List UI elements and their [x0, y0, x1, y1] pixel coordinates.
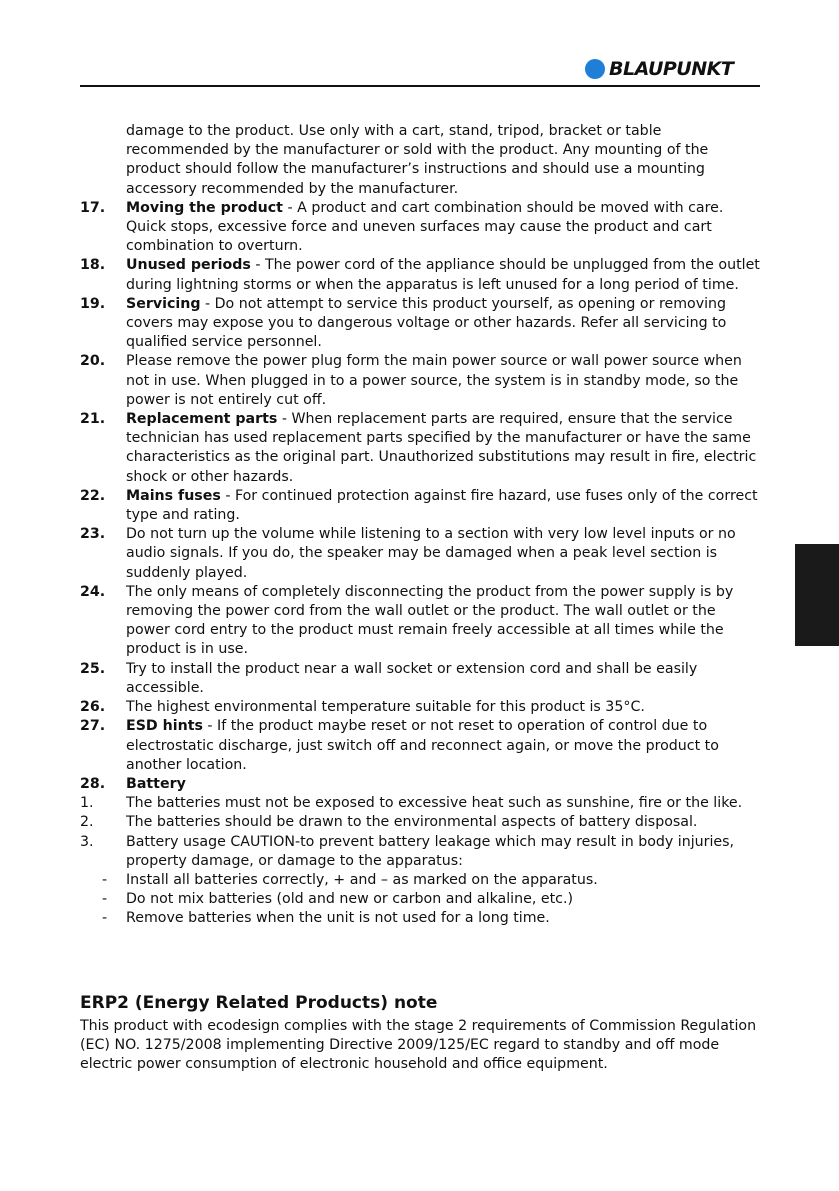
erp-heading: ERP2 (Energy Related Products) note — [80, 993, 438, 1013]
item-text: - If the product maybe reset or not reset to operation of control due to electrostatic discharge, just switch off and reconnect again, or move the product to another location. — [126, 718, 719, 773]
item-text: Please remove the power plug form the main power source or wall power source when not in use. When plugged in to a power source, the system is in standby mode, so the power is not entirely cut off. — [126, 353, 742, 408]
item-number: 28. — [80, 775, 106, 792]
side-language-tab — [795, 544, 839, 646]
bullet-dash: - — [102, 891, 108, 908]
item-number: 23. — [80, 526, 106, 543]
intro-continuation: damage to the product. Use only with a cart, stand, tripod, bracket or table recommended by the manufacturer or sold with the product. Any mounting of the product should follow the manufacturer’s instructions and should use a mounting accessory recommended by the manufacturer. — [126, 123, 709, 197]
item-text: Do not turn up the volume while listening to a section with very low level inputs or no audio signals. If you do, the speaker may be damaged when a peak level section is suddenly played. — [126, 526, 736, 581]
item-number: 27. — [80, 718, 106, 735]
item-text: - For continued protection against fire hazard, use fuses only of the correct type and rating. — [126, 487, 758, 524]
safety-instructions — [80, 122, 760, 929]
brand-logo — [585, 58, 733, 80]
list-item — [80, 256, 760, 294]
bullet-dash: - — [102, 910, 108, 927]
battery-item-text: Battery usage CAUTION-to prevent battery leakage which may result in body injuries, property damage, or damage to the apparatus: — [126, 833, 735, 869]
item-number: 21. — [80, 411, 106, 428]
list-item — [80, 717, 760, 775]
list-item — [80, 295, 760, 353]
list-item — [80, 352, 760, 410]
item-title: Unused periods — [126, 257, 251, 274]
list-item — [80, 525, 760, 583]
bullet-text: Install all batteries correctly, + and – as marked on the apparatus. — [126, 871, 598, 888]
item-number: 19. — [80, 295, 106, 312]
list-item — [80, 199, 760, 257]
item-title: Moving the product — [126, 199, 283, 216]
battery-item-text: The batteries should be drawn to the environmental aspects of battery disposal. — [126, 814, 698, 831]
item-text: Try to install the product near a wall socket or extension cord and shall be easily accessible. — [126, 660, 698, 696]
item-number: 22. — [80, 487, 106, 504]
item-text: The highest environmental temperature suitable for this product is 35°C. — [126, 699, 645, 716]
item-number: 17. — [80, 199, 106, 216]
battery-item-number: 2. — [80, 814, 94, 831]
battery-item-number: 3. — [80, 833, 94, 850]
battery-item — [80, 794, 760, 813]
battery-item — [80, 813, 760, 832]
item-title: ESD hints — [126, 718, 203, 735]
item-number: 26. — [80, 699, 106, 716]
battery-bullet — [80, 871, 760, 890]
battery-bullet — [80, 909, 760, 928]
item-number: 24. — [80, 583, 106, 600]
bullet-text: Do not mix batteries (old and new or carbon and alkaline, etc.) — [126, 891, 573, 908]
item-text: The only means of completely disconnecting the product from the power supply is by removing the power cord from the wall outlet or the product. The wall outlet or the power cord entry to the product must remain freely accessible at all times while the product is in use. — [126, 583, 734, 658]
battery-bullet — [80, 890, 760, 909]
item-text: - The power cord of the appliance should be unplugged from the outlet during lightning storms or when the apparatus is left unused for a long period of time. — [126, 257, 760, 293]
list-item — [80, 487, 760, 525]
item-title: Battery — [126, 775, 186, 792]
header-divider — [80, 85, 760, 87]
item-number: 25. — [80, 660, 106, 677]
bullet-dash: - — [102, 871, 108, 888]
list-item — [80, 660, 760, 698]
erp-body: This product with ecodesign complies with the stage 2 requirements of Commission Regulation (EC) NO. 1275/2008 implementing Directive 2009/125/EC regard to standby and off mode electric power consumption of electronic household and office equipment. — [80, 1018, 757, 1073]
list-item — [80, 583, 760, 660]
item-number: 20. — [80, 353, 106, 370]
list-item — [80, 410, 760, 487]
battery-item — [80, 833, 760, 871]
list-item — [80, 698, 760, 717]
item-title: Servicing — [126, 295, 201, 312]
item-number: 18. — [80, 257, 106, 274]
battery-item-text: The batteries must not be exposed to excessive heat such as sunshine, fire or the like. — [126, 795, 743, 812]
item-text: - A product and cart combination should be moved with care. Quick stops, excessive force and uneven surfaces may cause the product and cart combination to overturn. — [126, 199, 724, 255]
battery-item-number: 1. — [80, 795, 94, 812]
brand-name: BLAUPUNKT — [609, 58, 734, 80]
bullet-text: Remove batteries when the unit is not used for a long time. — [126, 910, 550, 927]
list-item — [80, 775, 760, 794]
item-text: - When replacement parts are required, ensure that the service technician has used replacement parts specified by the manufacturer or have the same characteristics as the original part. Unauthorized substitutions may result in fire, electric shock or other hazards. — [126, 411, 757, 485]
brand-dot-icon — [585, 59, 605, 79]
item-title: Replacement parts — [126, 411, 278, 428]
item-title: Mains fuses — [126, 487, 221, 504]
item-text: - Do not attempt to service this product yourself, as opening or removing covers may expose you to dangerous voltage or other hazards. Refer all servicing to qualified service personnel. — [126, 295, 727, 351]
